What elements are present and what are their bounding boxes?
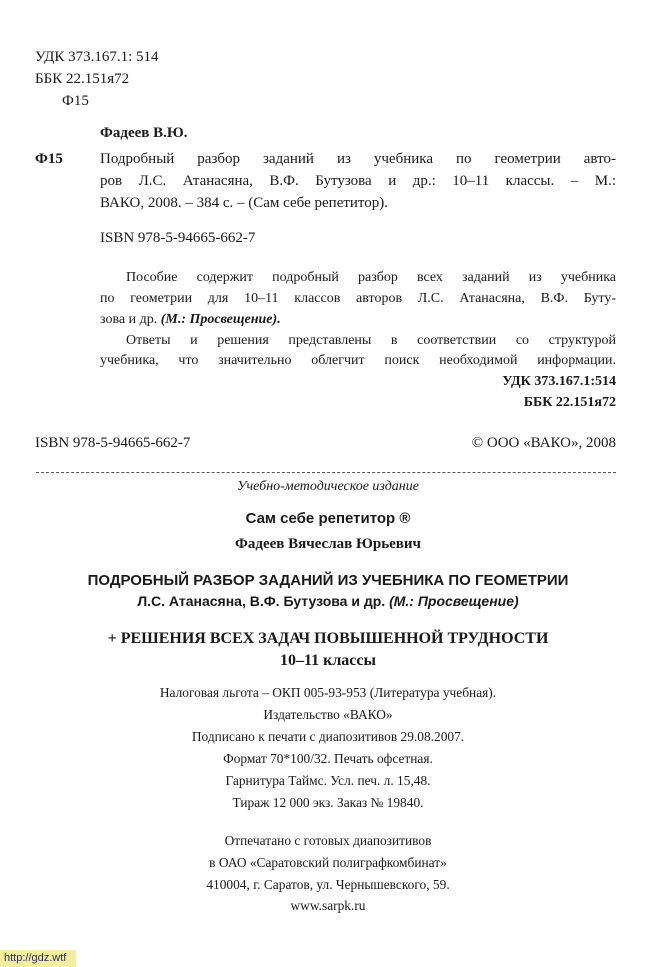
printer-line-2: в ОАО «Саратовский полиграфкомбинат» [209, 855, 447, 870]
book-title: ПОДРОБНЫЙ РАЗБОР ЗАДАНИЙ ИЗ УЧЕБНИКА ПО ГЕОМЕТРИИ [87, 572, 569, 589]
card-code: Ф15 [35, 151, 63, 167]
card-line-1: Подробный разбор заданий из учебника по геометрии авто- [100, 151, 616, 167]
author-mark: Ф15 [62, 93, 89, 109]
card-isbn: ISBN 978-5-94665-662-7 [100, 230, 256, 246]
detail-format: Формат 70*100/32. Печать офсетная. [223, 751, 433, 766]
detail-typeface: Гарнитура Таймс. Усл. печ. л. 15,48. [225, 773, 431, 788]
annotation-publisher: (М.: Просвещение). [160, 312, 281, 327]
annotation-p1-line-2: по геометрии для 10–11 классов авторов Л.С. Атанасяна, В.Ф. Буту- [100, 291, 616, 306]
card-line-2: ров Л.С. Атанасяна, В.Ф. Бутузова и др.: 10–11 классы. – М.: [100, 173, 616, 189]
book-subtitle-publisher: (М.: Просвещение) [389, 593, 519, 609]
card-line-3: ВАКО, 2008. – 384 с. – (Сам себе репетитор). [100, 195, 389, 211]
edition-type: Учебно-методическое издание [237, 479, 419, 494]
divider [36, 472, 616, 473]
copyright-isbn: ISBN 978-5-94665-662-7 [35, 435, 191, 451]
watermark-link[interactable]: http://gdz.wtf [0, 950, 76, 967]
detail-tax: Налоговая льгота – ОКП 005-93-953 (Литература учебная). [159, 685, 497, 700]
copyright-text: © ООО «ВАКО», 2008 [471, 435, 616, 451]
printer-address: 410004, г. Саратов, ул. Чернышевского, 59. [206, 877, 450, 892]
annotation-p1-line-1: Пособие содержит подробный разбор всех заданий из учебника [126, 270, 616, 285]
detail-publisher: Издательство «ВАКО» [263, 707, 393, 722]
printer-line-1: Отпечатано с готовых диапозитивов [224, 833, 432, 848]
annotation-udk: УДК 373.167.1:514 [502, 374, 616, 389]
detail-print-run: Тираж 12 000 экз. Заказ № 19840. [232, 795, 424, 810]
card-author: Фадеев В.Ю. [100, 125, 188, 141]
author-full-name: Фадеев Вячеслав Юрьевич [234, 536, 421, 552]
series-title: Сам себе репетитор ® [245, 510, 411, 527]
book-subtitle-authors: Л.С. Атанасяна, В.Ф. Бутузова и др. [137, 593, 386, 609]
plus-title: + РЕШЕНИЯ ВСЕХ ЗАДАЧ ПОВЫШЕННОЙ ТРУДНОСТИ [107, 630, 549, 647]
book-subtitle [0, 593, 656, 609]
annotation-p1-line-3 [100, 312, 281, 328]
annotation-p1-last: зова и др. [100, 312, 158, 327]
annotation-p2-line-2: учебника, что значительно облегчит поиск необходимой информации. [100, 353, 616, 368]
author-full [0, 536, 656, 553]
udk-code: УДК 373.167.1: 514 [35, 49, 159, 65]
bbk-code: ББК 22.151я72 [35, 71, 130, 87]
annotation-bbk: ББК 22.151я72 [523, 395, 616, 410]
printer-website[interactable]: www.sarpk.ru [290, 898, 366, 913]
detail-signed: Подписано к печати с диапозитивов 29.08.2007. [191, 729, 465, 744]
annotation-p2-line-1: Ответы и решения представлены в соответствии со структурой [126, 333, 616, 348]
grades: 10–11 классы [279, 652, 376, 669]
